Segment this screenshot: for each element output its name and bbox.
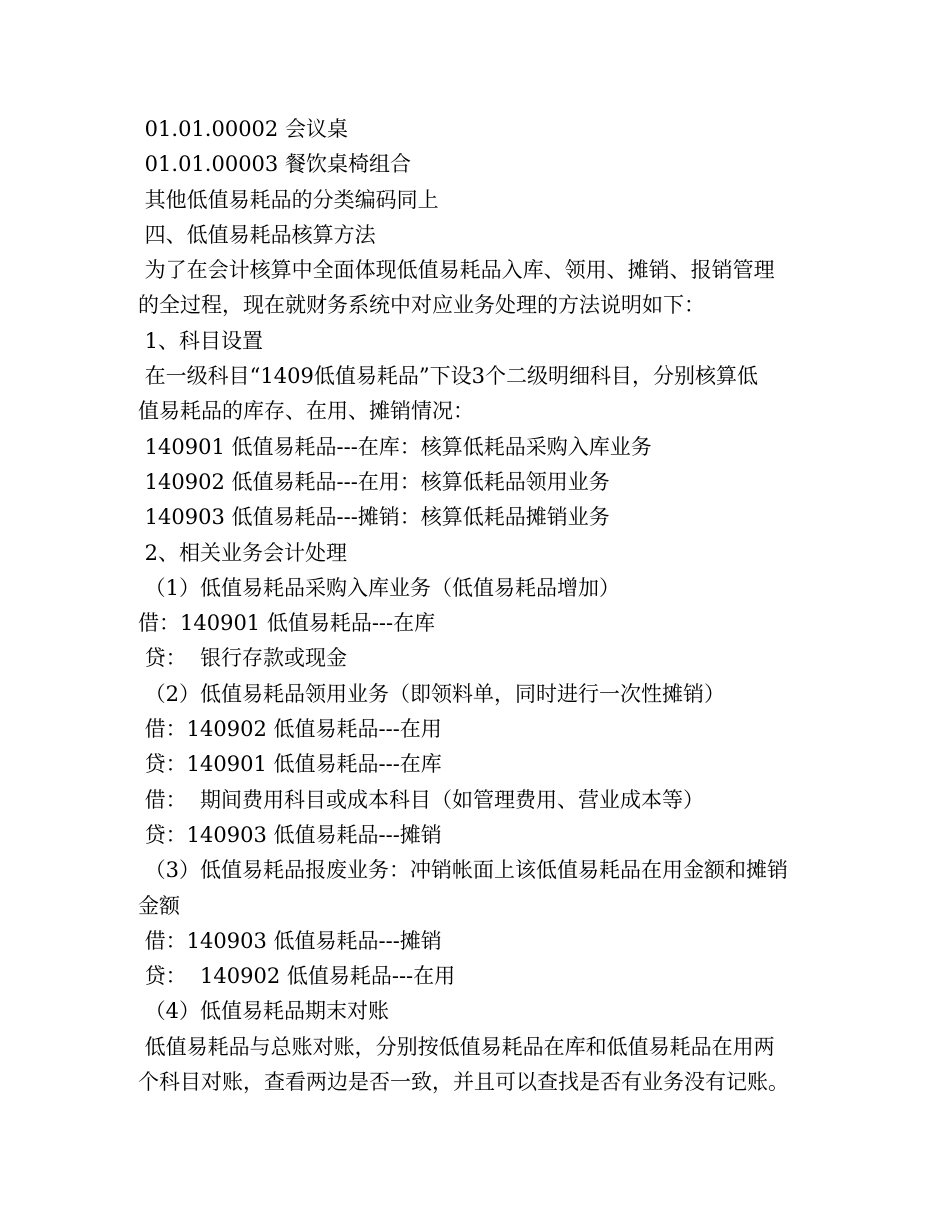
entry-line: 借：140902 低值易耗品---在用 xyxy=(138,717,442,742)
entry-line: 借：140903 低值易耗品---摊销 xyxy=(138,928,442,953)
text-line: 01.01.00003 餐饮桌椅组合 xyxy=(138,152,411,177)
paragraph-line: 在一级科目“1409低值易耗品”下设3个二级明细科目，分别核算低 xyxy=(138,364,758,389)
paragraph-line: 的全过程，现在就财务系统中对应业务处理的方法说明如下： xyxy=(138,293,705,318)
text-line: 01.01.00002 会议桌 xyxy=(138,117,348,141)
item-heading: （4）低值易耗品期末对账 xyxy=(138,999,390,1024)
item-heading: （3）低值易耗品报废业务：冲销帐面上该低值易耗品在用金额和摊销 xyxy=(138,858,789,883)
text-line: 其他低值易耗品的分类编码同上 xyxy=(138,187,439,212)
subsection-heading: 2、相关业务会计处理 xyxy=(138,540,348,565)
section-heading: 四、低值易耗品核算方法 xyxy=(138,222,376,247)
entry-line: 贷： 银行存款或现金 xyxy=(138,646,348,671)
item-heading: （2）低值易耗品领用业务（即领料单，同时进行一次性摊销） xyxy=(138,681,726,706)
item-heading: （1）低值易耗品采购入库业务（低值易耗品增加） xyxy=(138,575,621,600)
account-line: 140901 低值易耗品---在库：核算低耗品采购入库业务 xyxy=(138,434,652,459)
account-line: 140903 低值易耗品---摊销：核算低耗品摊销业务 xyxy=(138,505,610,530)
entry-line: 贷： 140902 低值易耗品---在用 xyxy=(138,964,456,989)
document-body xyxy=(138,112,818,1100)
paragraph-line: 金额 xyxy=(138,893,180,918)
paragraph-line: 值易耗品的库存、在用、摊销情况： xyxy=(138,399,474,424)
entry-line: 借：140901 低值易耗品---在库 xyxy=(138,611,436,636)
subsection-heading: 1、科目设置 xyxy=(138,328,264,353)
entry-line: 贷：140901 低值易耗品---在库 xyxy=(138,752,442,777)
account-line: 140902 低值易耗品---在用：核算低耗品领用业务 xyxy=(138,469,610,494)
entry-line: 借： 期间费用科目或成本科目（如管理费用、营业成本等） xyxy=(138,787,705,812)
entry-line: 贷：140903 低值易耗品---摊销 xyxy=(138,822,442,847)
paragraph-line: 低值易耗品与总账对账，分别按低值易耗品在库和低值易耗品在用两 xyxy=(138,1034,775,1059)
paragraph-line: 个科目对账，查看两边是否一致，并且可以查找是否有业务没有记账。 xyxy=(138,1070,789,1095)
paragraph-line: 为了在会计核算中全面体现低值易耗品入库、领用、摊销、报销管理 xyxy=(138,258,775,283)
